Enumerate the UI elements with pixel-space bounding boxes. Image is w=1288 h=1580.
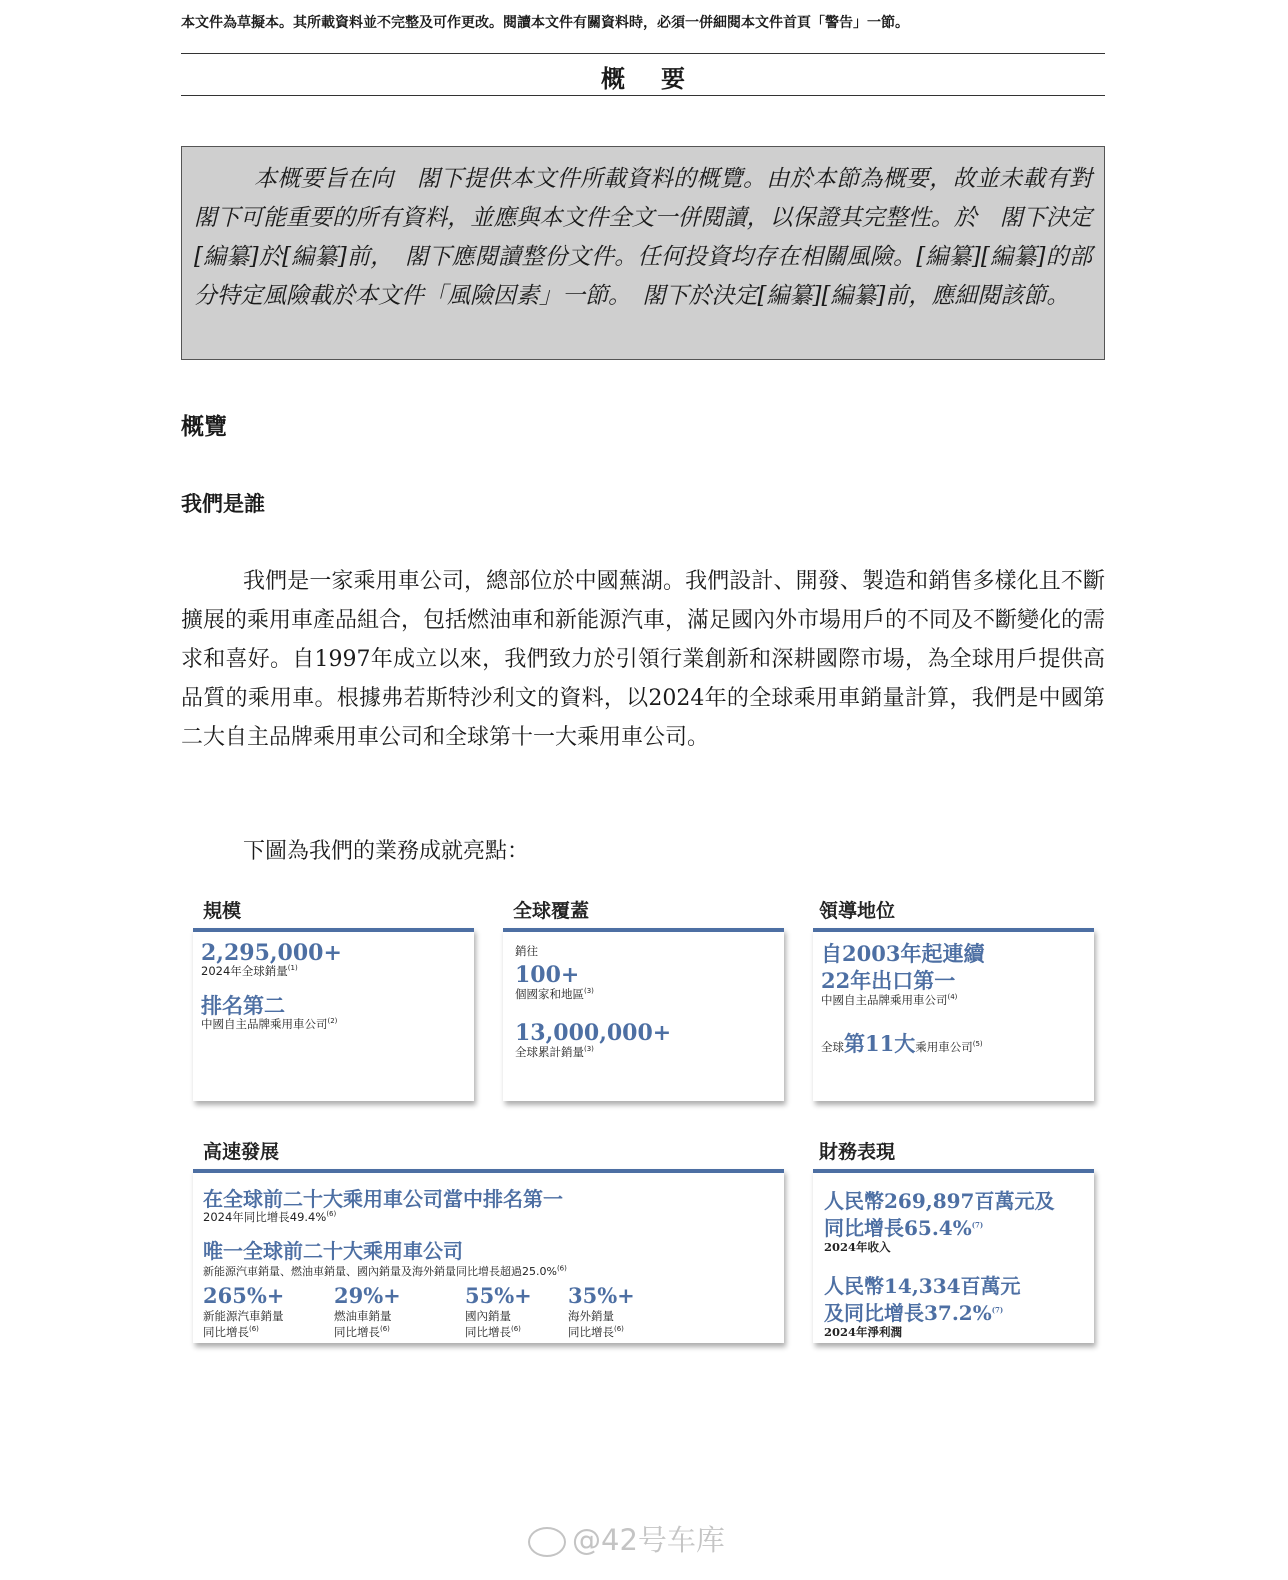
global-countries-label: 個國家和地區$^{(3)}$ [515, 987, 594, 1001]
highlights-lead-paragraph: 下圖為我們的業務成就亮點： [243, 839, 530, 864]
growth-stat-sublabel: 同比增長$^{(6)}$ [203, 1325, 259, 1339]
growth-stat-sublabel: 同比增長$^{(6)}$ [334, 1325, 390, 1339]
weibo-icon [528, 1527, 566, 1557]
growth-stat-value: 55%+ [465, 1283, 532, 1308]
financial-profit-label: 2024年淨利潤 [824, 1325, 903, 1339]
watermark: @42号车库 [528, 1518, 725, 1559]
page-title: 概要 [601, 65, 721, 93]
scale-rank-label: 中國自主品牌乘用車公司$^{(2)}$ [201, 1017, 338, 1031]
scale-rank-value: 排名第二 [201, 994, 285, 1018]
scale-sales-value: 2,295,000+ [201, 940, 342, 966]
growth-stat-label: 燃油車銷量 [334, 1309, 392, 1323]
highlight-title-financial: 財務表現 [819, 1141, 896, 1163]
scale-sales-label: 2024年全球銷量$^{(1)}$ [201, 964, 298, 978]
section-heading-who-we-are: 我們是誰 [181, 492, 265, 516]
growth-stat-sublabel: 同比增長$^{(6)}$ [465, 1325, 521, 1339]
highlight-card-growth [193, 1169, 784, 1343]
growth-stat-label: 海外銷量 [568, 1309, 614, 1323]
highlight-card-leadership [813, 928, 1094, 1101]
growth-stat-label: 新能源汽車銷量 [203, 1309, 284, 1323]
growth-stat-value: 265%+ [203, 1283, 285, 1308]
growth-stat-label: 國內銷量 [465, 1309, 511, 1323]
growth-stat-ice [334, 1283, 401, 1340]
highlight-card-scale [193, 928, 474, 1101]
growth-headline-only: 唯一全球前二十大乘用車公司 [203, 1239, 463, 1263]
global-countries-value: 100+ [515, 962, 580, 988]
highlight-title-leadership: 領導地位 [819, 900, 896, 922]
highlight-card-financial [813, 1169, 1094, 1343]
leadership-export-label: 中國自主品牌乘用車公司$^{(4)}$ [821, 993, 958, 1007]
leadership-export-line1: 自2003年起連續 [821, 941, 985, 966]
growth-stat-sublabel: 同比增長$^{(6)}$ [568, 1325, 624, 1339]
growth-yoy-label: 2024年同比增長49.4%$^{(6)}$ [203, 1210, 337, 1224]
financial-revenue-label: 2024年收入 [824, 1240, 891, 1254]
global-prefix: 銷往 [515, 944, 538, 958]
draft-disclaimer: 本文件為草擬本。其所載資料並不完整及可作更改。閱讀本文件有關資料時，必須一併細閱本文件首頁「警告」一節。 [181, 15, 909, 31]
global-cumulative-value: 13,000,000+ [515, 1020, 672, 1046]
financial-revenue-line2: 同比增長65.4%$^{(7)}$ [824, 1216, 984, 1240]
section-heading-overview: 概覽 [181, 414, 227, 440]
leadership-global-rank: 全球第11大乘用車公司$^{(5)}$ [821, 1031, 983, 1056]
leadership-export-line2: 22年出口第一 [821, 968, 956, 993]
growth-headline-rank: 在全球前二十大乘用車公司當中排名第一 [203, 1187, 563, 1211]
intro-paragraph: 我們是一家乘用車公司，總部位於中國蕪湖。我們設計、開發、製造和銷售多樣化且不斷擴展的乘用車產品組合，包括燃油車和新能源汽車，滿足國內外市場用戶的不同及不斷變化的需求和喜好。自1997年成立以來，我們致力於引領行業創新和深耕國際市場，為全球用戶提供高品質的乘用車。根據弗若斯特沙利文的資料，以2024年的全球乘用車銷量計算，我們是中國第二大自主品牌乘用車公司和全球第十一大乘用車公司。 [181, 569, 1106, 750]
summary-notice-box [181, 146, 1115, 360]
growth-stat-nev [203, 1283, 284, 1340]
growth-stat-value: 35%+ [568, 1283, 635, 1308]
growth-segments-label: 新能源汽車銷量、燃油車銷量、國內銷量及海外銷量同比增長超過25.0%$^{(6)}$ [203, 1264, 567, 1278]
growth-stat-domestic [465, 1283, 532, 1340]
summary-notice-text: 本概要旨在向 閣下提供本文件所載資料的概覽。由於本節為概要，故並未載有對 閣下可能重要的所有資料，並應與本文件全文一併閱讀，以保證其完整性。於 閣下決定[編纂]於[編纂]前， 閣下應閱讀整份文件。任何投資均存在相關風險。[編纂][編纂]的部分特定風險載於本文件「風險因素」一節。 閣下於決定[編纂][編纂]前，應細閱該節。 [194, 166, 1115, 309]
growth-stat-overseas [568, 1283, 635, 1340]
financial-profit-line2: 及同比增長37.2%$^{(7)}$ [824, 1301, 1004, 1325]
highlight-title-global: 全球覆蓋 [513, 900, 590, 922]
growth-stat-value: 29%+ [334, 1283, 401, 1308]
financial-profit-line1: 人民幣14,334百萬元 [824, 1274, 1021, 1298]
financial-revenue-line1: 人民幣269,897百萬元及 [824, 1189, 1055, 1213]
highlight-card-global [503, 928, 784, 1101]
title-top-rule [181, 53, 1105, 54]
global-cumulative-label: 全球累計銷量$^{(3)}$ [515, 1045, 594, 1059]
highlight-title-growth: 高速發展 [203, 1141, 280, 1163]
title-bottom-rule [181, 95, 1105, 96]
highlight-title-scale: 規模 [203, 900, 242, 922]
